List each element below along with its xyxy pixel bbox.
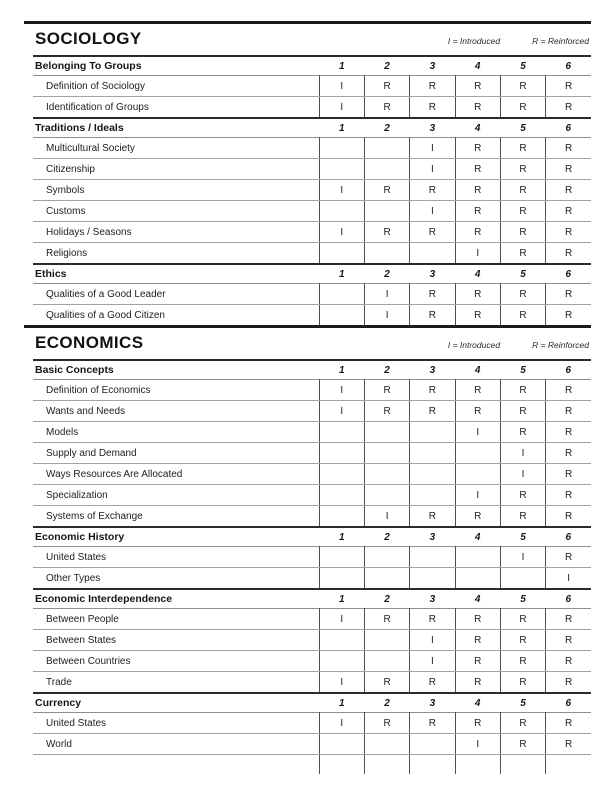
- topic-label: Specialization: [33, 485, 319, 506]
- reinforced-mark: R: [546, 243, 591, 264]
- reinforced-mark: R: [546, 672, 591, 693]
- empty-mark: [455, 547, 500, 568]
- reinforced-mark: R: [410, 506, 455, 527]
- reinforced-mark: R: [500, 243, 545, 264]
- subject-title: ECONOMICS: [35, 333, 144, 352]
- grade-column-header: 3: [429, 122, 436, 134]
- reinforced-mark: R: [410, 284, 455, 305]
- empty-mark: [319, 201, 364, 222]
- marks-legend: [448, 340, 590, 350]
- section-table: [33, 55, 591, 117]
- empty-mark: [319, 443, 364, 464]
- reinforced-mark: R: [410, 76, 455, 97]
- topic-row: [33, 138, 591, 159]
- reinforced-mark: R: [410, 672, 455, 693]
- reinforced-mark: R: [500, 651, 545, 672]
- topic-label: Customs: [33, 201, 319, 222]
- empty-mark: [319, 630, 364, 651]
- topic-label: Definition of Economics: [33, 380, 319, 401]
- empty-mark: [364, 755, 409, 775]
- reinforced-mark: R: [455, 201, 500, 222]
- topic-row: [33, 422, 591, 443]
- reinforced-mark: R: [455, 672, 500, 693]
- introduced-mark: I: [410, 138, 455, 159]
- grade-column-header: 1: [338, 697, 345, 709]
- topic-row: [33, 651, 591, 672]
- topic-label: Multicultural Society: [33, 138, 319, 159]
- subject-block: [24, 325, 591, 774]
- introduced-mark: I: [364, 506, 409, 527]
- grade-column-header: 3: [429, 268, 436, 280]
- topic-row: [33, 713, 591, 734]
- empty-mark: [364, 547, 409, 568]
- reinforced-mark: R: [546, 651, 591, 672]
- grade-column-header: 2: [384, 531, 390, 543]
- topic-row: [33, 401, 591, 422]
- reinforced-mark: R: [546, 201, 591, 222]
- introduced-mark: I: [319, 97, 364, 118]
- reinforced-mark: R: [455, 609, 500, 630]
- grade-column-header: 5: [520, 593, 526, 605]
- subject-header: [24, 328, 591, 359]
- grade-column-header: 1: [338, 593, 345, 605]
- topic-row: [33, 159, 591, 180]
- legend-reinforced: R = Reinforced: [532, 340, 589, 350]
- grade-column-header: 5: [520, 697, 526, 709]
- reinforced-mark: R: [500, 159, 545, 180]
- empty-mark: [410, 443, 455, 464]
- section-header-row: [33, 118, 591, 138]
- grade-column-header: 3: [429, 593, 436, 605]
- reinforced-mark: R: [500, 138, 545, 159]
- reinforced-mark: R: [455, 284, 500, 305]
- reinforced-mark: R: [410, 401, 455, 422]
- section-header-row: [33, 693, 591, 713]
- empty-mark: [319, 159, 364, 180]
- grade-column-header: 2: [384, 60, 390, 72]
- grade-column-header: 6: [565, 531, 572, 543]
- topic-row: [33, 506, 591, 527]
- reinforced-mark: R: [500, 609, 545, 630]
- reinforced-mark: R: [455, 138, 500, 159]
- reinforced-mark: R: [455, 305, 500, 326]
- reinforced-mark: R: [455, 630, 500, 651]
- topic-label: Symbols: [33, 180, 319, 201]
- reinforced-mark: R: [364, 609, 409, 630]
- topic-label: World: [33, 734, 319, 755]
- subject-header: [24, 24, 591, 55]
- empty-mark: [546, 755, 591, 775]
- topic-row: [33, 97, 591, 118]
- topic-label: United States: [33, 713, 319, 734]
- introduced-mark: I: [500, 547, 545, 568]
- reinforced-mark: R: [546, 464, 591, 485]
- topic-label: Between States: [33, 630, 319, 651]
- empty-mark: [364, 422, 409, 443]
- empty-mark: [410, 464, 455, 485]
- introduced-mark: I: [319, 76, 364, 97]
- reinforced-mark: R: [364, 76, 409, 97]
- grade-column-header: 4: [474, 122, 481, 134]
- grade-column-header: 6: [565, 122, 572, 134]
- empty-mark: [319, 284, 364, 305]
- empty-mark: [455, 464, 500, 485]
- reinforced-mark: R: [410, 305, 455, 326]
- topic-row: [33, 305, 591, 326]
- empty-mark: [410, 568, 455, 589]
- empty-mark: [364, 443, 409, 464]
- grade-column-header: 4: [474, 364, 481, 376]
- reinforced-mark: R: [546, 138, 591, 159]
- empty-mark: [364, 568, 409, 589]
- topic-row: [33, 380, 591, 401]
- grade-column-header: 2: [384, 122, 390, 134]
- reinforced-mark: R: [455, 651, 500, 672]
- reinforced-mark: R: [500, 506, 545, 527]
- introduced-mark: I: [319, 401, 364, 422]
- section-table: [33, 117, 591, 263]
- reinforced-mark: R: [500, 305, 545, 326]
- reinforced-mark: R: [364, 713, 409, 734]
- reinforced-mark: R: [500, 201, 545, 222]
- reinforced-mark: R: [500, 401, 545, 422]
- section-table: [33, 359, 591, 526]
- section-table: [33, 526, 591, 588]
- section-table: [33, 588, 591, 692]
- grade-column-header: 1: [338, 122, 345, 134]
- empty-mark: [500, 568, 545, 589]
- topic-label: Between Countries: [33, 651, 319, 672]
- empty-mark: [319, 138, 364, 159]
- reinforced-mark: R: [500, 180, 545, 201]
- reinforced-mark: R: [364, 180, 409, 201]
- empty-mark: [319, 755, 364, 775]
- grade-column-header: 4: [474, 60, 481, 72]
- topic-row: [33, 201, 591, 222]
- reinforced-mark: R: [546, 485, 591, 506]
- reinforced-mark: R: [455, 76, 500, 97]
- grade-column-header: 1: [338, 531, 345, 543]
- empty-mark: [410, 422, 455, 443]
- reinforced-mark: R: [500, 713, 545, 734]
- reinforced-mark: R: [410, 380, 455, 401]
- reinforced-mark: R: [455, 506, 500, 527]
- introduced-mark: I: [319, 713, 364, 734]
- empty-mark: [455, 443, 500, 464]
- section-name: Belonging To Groups: [35, 60, 142, 72]
- empty-mark: [410, 734, 455, 755]
- empty-mark: [364, 138, 409, 159]
- empty-mark: [410, 485, 455, 506]
- topic-row: [33, 547, 591, 568]
- section-table: [33, 692, 591, 774]
- grade-column-header: 3: [429, 60, 436, 72]
- topic-label: Citizenship: [33, 159, 319, 180]
- curriculum-chart: [24, 21, 591, 774]
- reinforced-mark: R: [546, 506, 591, 527]
- empty-mark: [319, 243, 364, 264]
- topic-row: [33, 284, 591, 305]
- subject-title: SOCIOLOGY: [35, 29, 142, 48]
- empty-mark: [364, 630, 409, 651]
- topic-row: [33, 243, 591, 264]
- reinforced-mark: R: [546, 630, 591, 651]
- empty-mark: [319, 305, 364, 326]
- topic-label: Supply and Demand: [33, 443, 319, 464]
- reinforced-mark: R: [546, 443, 591, 464]
- reinforced-mark: R: [410, 713, 455, 734]
- reinforced-mark: R: [455, 159, 500, 180]
- grade-column-header: 2: [384, 364, 390, 376]
- grade-column-header: 6: [565, 593, 572, 605]
- section-name: Traditions / Ideals: [35, 122, 124, 134]
- reinforced-mark: R: [500, 734, 545, 755]
- introduced-mark: I: [410, 201, 455, 222]
- reinforced-mark: R: [410, 180, 455, 201]
- introduced-mark: I: [410, 630, 455, 651]
- empty-mark: [455, 568, 500, 589]
- reinforced-mark: R: [410, 97, 455, 118]
- grade-column-header: 2: [384, 697, 390, 709]
- topic-label: Wants and Needs: [33, 401, 319, 422]
- grade-column-header: 1: [338, 60, 345, 72]
- reinforced-mark: R: [546, 734, 591, 755]
- topic-label: Qualities of a Good Citizen: [46, 309, 165, 321]
- introduced-mark: I: [364, 305, 409, 326]
- empty-mark: [364, 464, 409, 485]
- section-name: Economic Interdependence: [35, 593, 173, 605]
- reinforced-mark: R: [546, 401, 591, 422]
- reinforced-mark: R: [546, 284, 591, 305]
- reinforced-mark: R: [546, 180, 591, 201]
- empty-mark: [364, 159, 409, 180]
- empty-mark: [500, 755, 545, 775]
- topic-row: [33, 222, 591, 243]
- reinforced-mark: R: [500, 422, 545, 443]
- reinforced-mark: R: [546, 76, 591, 97]
- grade-column-header: 2: [384, 593, 390, 605]
- reinforced-mark: R: [364, 380, 409, 401]
- empty-mark: [364, 485, 409, 506]
- topic-row: [33, 734, 591, 755]
- topic-label: United States: [33, 547, 319, 568]
- reinforced-mark: R: [546, 380, 591, 401]
- reinforced-mark: R: [500, 97, 545, 118]
- topic-label: Trade: [46, 676, 72, 688]
- empty-mark: [319, 506, 364, 527]
- reinforced-mark: R: [500, 76, 545, 97]
- empty-mark: [364, 734, 409, 755]
- section-table: [33, 263, 591, 325]
- empty-mark: [410, 547, 455, 568]
- reinforced-mark: R: [546, 547, 591, 568]
- topic-row: [33, 76, 591, 97]
- legend-introduced: I = Introduced: [447, 36, 501, 46]
- section-header-row: [33, 527, 591, 547]
- reinforced-mark: R: [546, 305, 591, 326]
- grade-column-header: 4: [474, 697, 481, 709]
- topic-label: Identification of Groups: [46, 101, 149, 113]
- reinforced-mark: R: [500, 630, 545, 651]
- reinforced-mark: R: [364, 672, 409, 693]
- reinforced-mark: R: [410, 222, 455, 243]
- marks-legend: [448, 36, 590, 46]
- grade-column-header: 4: [474, 268, 481, 280]
- empty-mark: [319, 485, 364, 506]
- empty-mark: [319, 422, 364, 443]
- section-header-row: [33, 264, 591, 284]
- grade-column-header: 3: [429, 531, 436, 543]
- reinforced-mark: R: [455, 380, 500, 401]
- empty-mark: [410, 755, 455, 775]
- topic-label: Models: [33, 422, 319, 443]
- grade-column-header: 3: [429, 697, 436, 709]
- grade-column-header: 2: [384, 268, 390, 280]
- topic-row: [33, 485, 591, 506]
- introduced-mark: I: [364, 284, 409, 305]
- introduced-mark: I: [319, 380, 364, 401]
- grade-column-header: 6: [565, 697, 572, 709]
- grade-column-header: 5: [520, 531, 526, 543]
- grade-column-header: 6: [565, 60, 572, 72]
- empty-mark: [364, 243, 409, 264]
- reinforced-mark: R: [500, 485, 545, 506]
- reinforced-mark: R: [410, 609, 455, 630]
- introduced-mark: I: [455, 734, 500, 755]
- topic-label: Systems of Exchange: [46, 510, 143, 522]
- topic-row: [33, 443, 591, 464]
- grade-column-header: 4: [474, 593, 481, 605]
- reinforced-mark: R: [364, 222, 409, 243]
- grade-column-header: 5: [520, 122, 526, 134]
- grade-column-header: 1: [338, 268, 345, 280]
- reinforced-mark: R: [500, 672, 545, 693]
- reinforced-mark: R: [455, 713, 500, 734]
- topic-label: Qualities of a Good Leader: [33, 284, 319, 305]
- topic-label: Holidays / Seasons: [33, 222, 319, 243]
- section-name: Basic Concepts: [35, 364, 114, 376]
- empty-mark: [319, 547, 364, 568]
- empty-mark: [364, 651, 409, 672]
- topic-label: Religions: [46, 247, 88, 259]
- grade-column-header: 6: [565, 364, 572, 376]
- topic-label: [33, 755, 319, 775]
- empty-mark: [455, 755, 500, 775]
- topic-row: [33, 630, 591, 651]
- grade-column-header: 1: [338, 364, 345, 376]
- grade-column-header: 5: [520, 60, 526, 72]
- topic-row: [33, 464, 591, 485]
- grade-column-header: 3: [429, 364, 436, 376]
- reinforced-mark: R: [500, 380, 545, 401]
- legend-reinforced: R = Reinforced: [532, 36, 589, 46]
- empty-row: [33, 755, 591, 775]
- introduced-mark: I: [319, 180, 364, 201]
- section-header-row: [33, 360, 591, 380]
- introduced-mark: I: [319, 609, 364, 630]
- reinforced-mark: R: [455, 97, 500, 118]
- introduced-mark: I: [455, 243, 500, 264]
- introduced-mark: I: [500, 443, 545, 464]
- reinforced-mark: R: [500, 222, 545, 243]
- reinforced-mark: R: [546, 422, 591, 443]
- section-header-row: [33, 56, 591, 76]
- reinforced-mark: R: [546, 97, 591, 118]
- reinforced-mark: R: [455, 180, 500, 201]
- reinforced-mark: R: [364, 401, 409, 422]
- grade-column-header: 6: [565, 268, 572, 280]
- empty-mark: [364, 201, 409, 222]
- topic-row: [33, 672, 591, 693]
- introduced-mark: I: [455, 485, 500, 506]
- introduced-mark: I: [319, 672, 364, 693]
- introduced-mark: I: [319, 222, 364, 243]
- reinforced-mark: R: [455, 401, 500, 422]
- empty-mark: [319, 568, 364, 589]
- reinforced-mark: R: [364, 97, 409, 118]
- empty-mark: [319, 734, 364, 755]
- introduced-mark: I: [500, 464, 545, 485]
- subject-block: [24, 24, 591, 325]
- topic-row: [33, 180, 591, 201]
- topic-label: Ways Resources Are Allocated: [33, 464, 319, 485]
- section-name: Currency: [35, 697, 82, 709]
- introduced-mark: I: [410, 159, 455, 180]
- reinforced-mark: R: [546, 713, 591, 734]
- reinforced-mark: R: [546, 222, 591, 243]
- section-name: Ethics: [35, 268, 67, 280]
- topic-row: [33, 568, 591, 589]
- topic-label: Other Types: [46, 572, 101, 584]
- section-header-row: [33, 589, 591, 609]
- topic-label: Definition of Sociology: [33, 76, 319, 97]
- topic-label: Between People: [33, 609, 319, 630]
- legend-introduced: I = Introduced: [447, 340, 501, 350]
- introduced-mark: I: [410, 651, 455, 672]
- empty-mark: [410, 243, 455, 264]
- introduced-mark: I: [546, 568, 591, 589]
- empty-mark: [319, 464, 364, 485]
- grade-column-header: 5: [520, 364, 526, 376]
- reinforced-mark: R: [546, 159, 591, 180]
- reinforced-mark: R: [455, 222, 500, 243]
- reinforced-mark: R: [546, 609, 591, 630]
- section-name: Economic History: [35, 531, 125, 543]
- grade-column-header: 4: [474, 531, 481, 543]
- grade-column-header: 5: [520, 268, 526, 280]
- reinforced-mark: R: [500, 284, 545, 305]
- empty-mark: [319, 651, 364, 672]
- topic-row: [33, 609, 591, 630]
- introduced-mark: I: [455, 422, 500, 443]
